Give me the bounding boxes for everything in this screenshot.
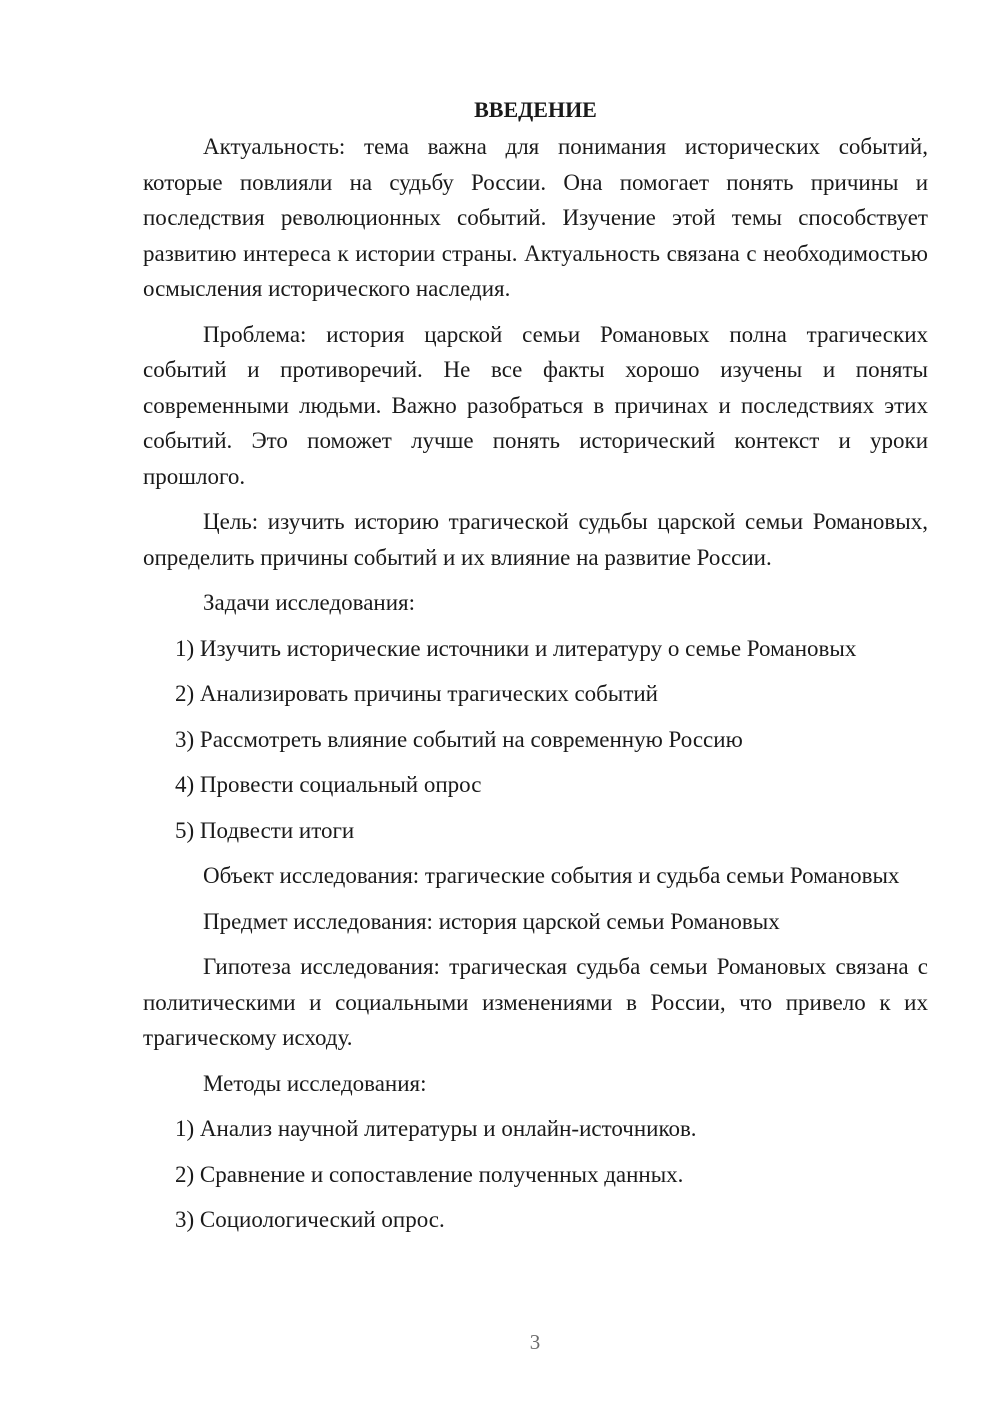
list-item: 1) Изучить исторические источники и литературу о семье Романовых: [175, 635, 857, 661]
list-item: 2) Анализировать причины трагических событий: [175, 681, 658, 706]
methods-label: Методы исследования:: [203, 1070, 427, 1096]
problem-paragraph: Проблема: история царской семьи Романовых полна трагических событий и противоречий. Не все факты хорошо изучены и поняты современными людьми. Важно разобраться в причинах и последствиях этих событий. Это поможет лучше понять исторический контекст и уроки прошлого.: [143, 321, 928, 489]
hypothesis-paragraph: Гипотеза исследования: трагическая судьба семьи Романовых связана с политическими и социальными изменениями в России, что привело к их трагическому исходу.: [143, 954, 928, 1050]
list-item: 3) Рассмотреть влияние событий на современную Россию: [175, 726, 743, 752]
methods-list: [143, 1111, 928, 1238]
section-heading: ВВЕДЕНИЕ: [474, 97, 597, 122]
list-item: 2) Сравнение и сопоставление полученных данных.: [175, 1161, 684, 1187]
object-paragraph: Объект исследования: трагические события и судьба семьи Романовых: [203, 863, 900, 888]
goal-paragraph: Цель: изучить историю трагической судьбы царской семьи Романовых, определить причины событий и их влияние на развитие России.: [143, 509, 928, 570]
list-item: 5) Подвести итоги: [175, 817, 355, 843]
relevance-paragraph: Актуальность: тема важна для понимания исторических событий, которые повлияли на судьбу России. Она помогает понять причины и последствия революционных событий. Изучение этой темы способствует развитию интереса к истории страны. Актуальность связана с необходимостью осмысления исторического наследия.: [143, 134, 928, 301]
tasks-list: [143, 631, 928, 849]
subject-paragraph: Предмет исследования: история царской семьи Романовых: [203, 908, 780, 934]
page-number: 3: [529, 1330, 541, 1354]
list-item: 1) Анализ научной литературы и онлайн-источников.: [175, 1116, 697, 1141]
list-item: 4) Провести социальный опрос: [175, 772, 482, 797]
tasks-label: Задачи исследования:: [203, 590, 416, 615]
document-page: [143, 92, 928, 1248]
list-item: 3) Социологический опрос.: [175, 1207, 445, 1232]
